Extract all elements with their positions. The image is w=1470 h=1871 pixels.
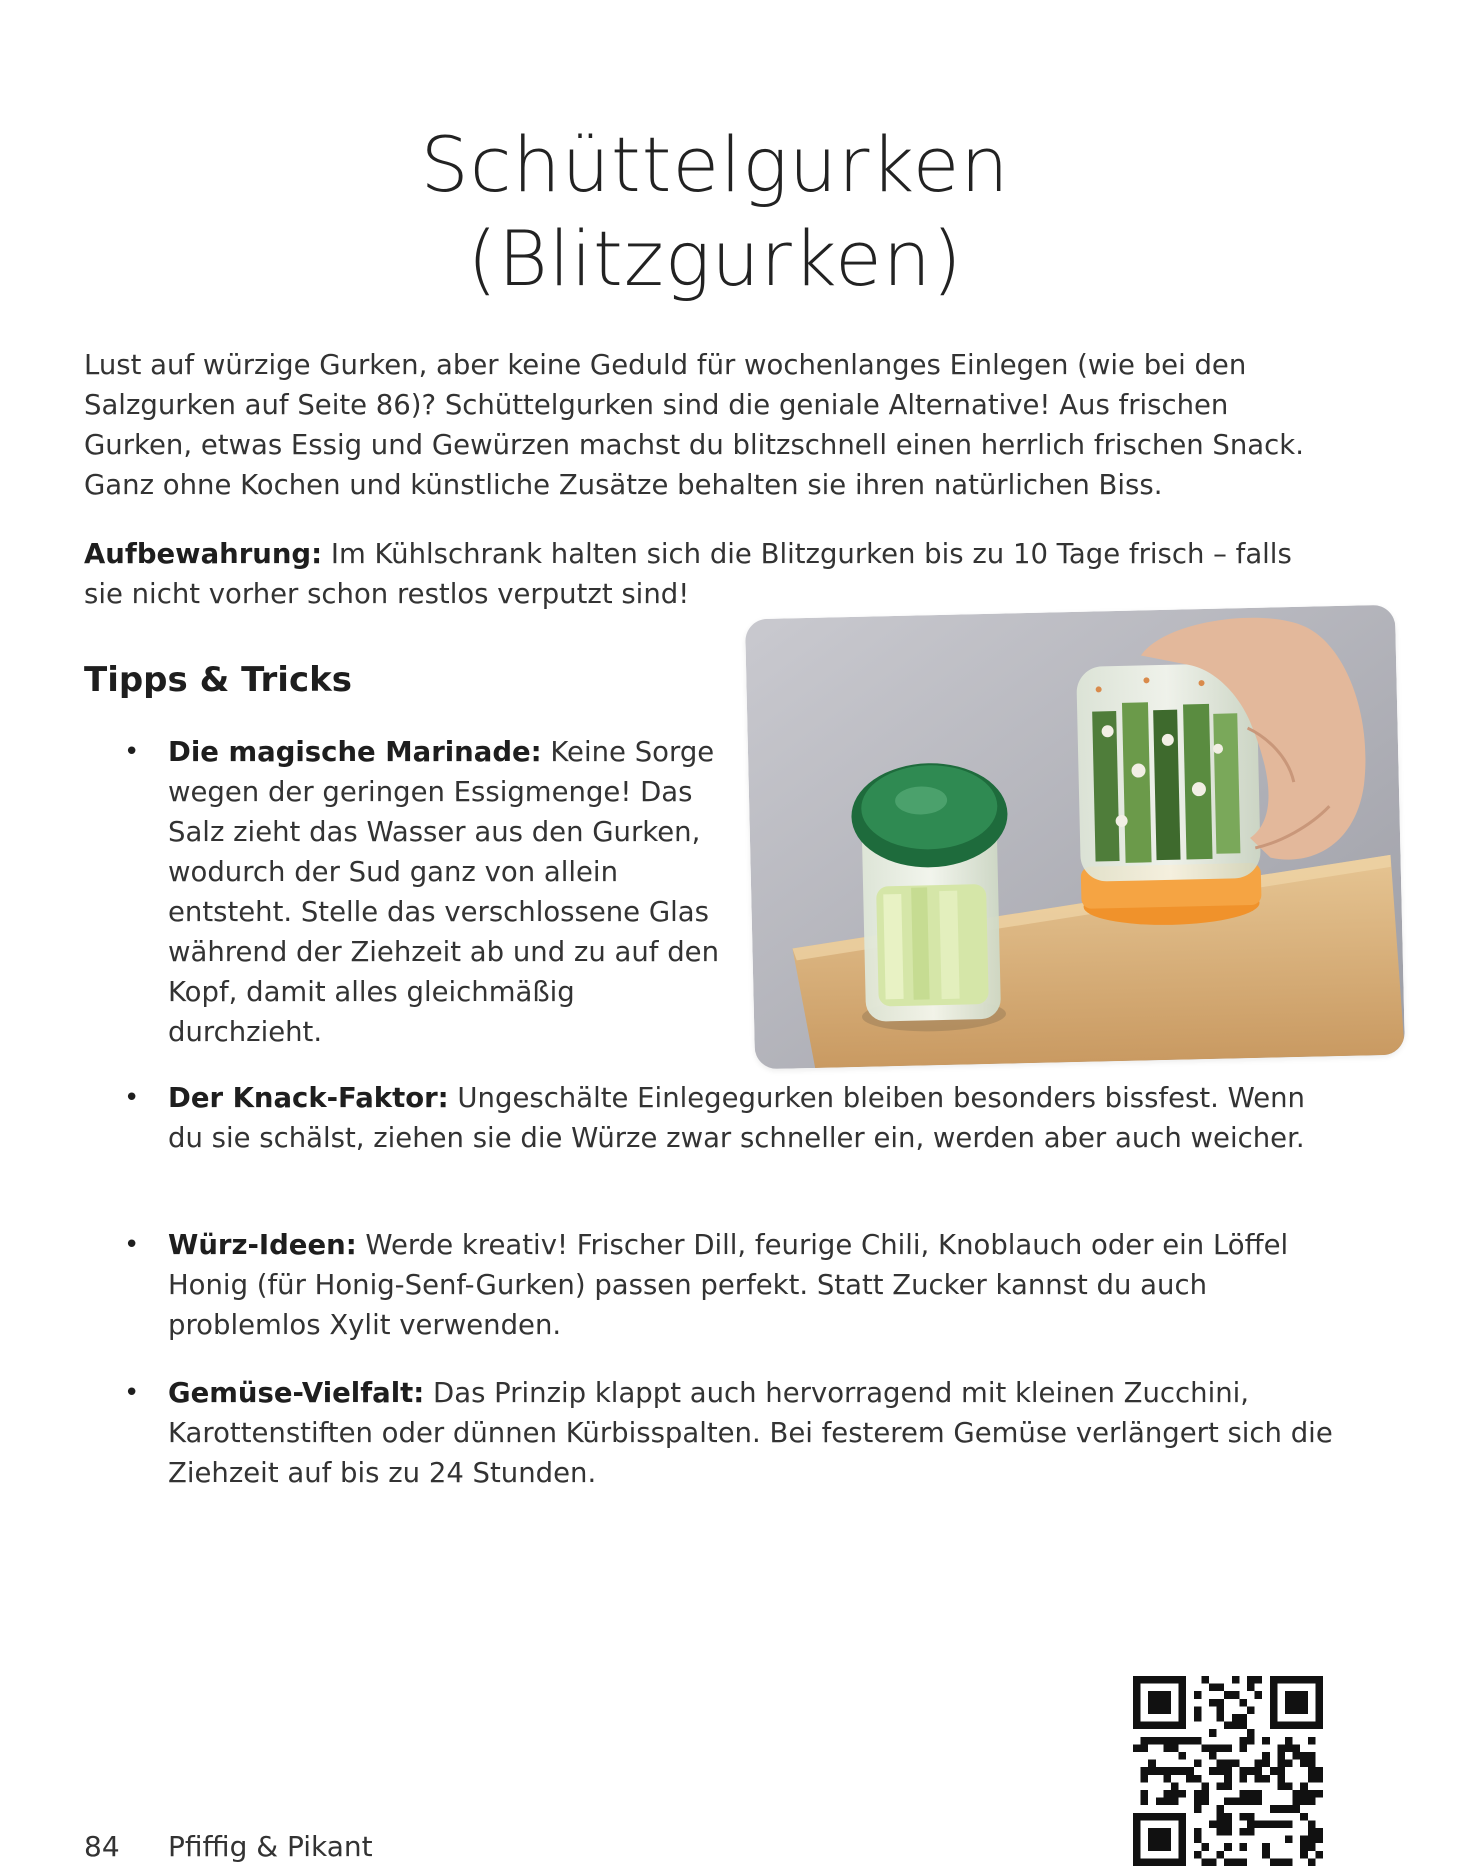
tip-label: Würz-Ideen: (168, 1229, 357, 1261)
tip-label: Die magische Marinade: (168, 736, 542, 768)
storage-text: Im Kühlschrank halten sich die Blitzgurken bis zu 10 Tage frisch – falls sie nicht vorher schon restlos verputzt sind! (84, 538, 1292, 610)
storage-label: Aufbewahrung: (84, 538, 323, 570)
tip-text: Werde kreativ! Frischer Dill, feurige Chili, Knoblauch oder ein Löffel Honig (für Honig-Senf-Gurken) passen perfekt. Statt Zucker kannst du auch problemlos Xylit verwenden. (168, 1229, 1289, 1341)
tip-gemuese-vielfalt (168, 1373, 1338, 1493)
tip-text: Keine Sorge wegen der geringen Essigmenge! Das Salz zieht das Wasser aus den Gurken, wodurch der Sud ganz von allein entsteht. Stelle das verschlossene Glas während der Ziehzeit ab und zu auf den Kopf, damit alles gleichmäßig durchzieht. (168, 736, 720, 1048)
page-number: 84 (84, 1830, 120, 1863)
book-title: Pfiffig & Pikant (168, 1830, 373, 1863)
qr-code[interactable] (1133, 1676, 1323, 1866)
title-line-2: (Blitzgurken) (467, 214, 963, 303)
tip-text: Ungeschälte Einlegegurken bleiben besonders bissfest. Wenn du sie schälst, ziehen sie die Würze zwar schneller ein, werden aber auch weicher. (168, 1082, 1305, 1154)
tip-label: Gemüse-Vielfalt: (168, 1377, 425, 1409)
page-title (0, 118, 1430, 306)
tips-heading: Tipps & Tricks (84, 660, 352, 700)
intro-paragraph: Lust auf würzige Gurken, aber keine Geduld für wochenlanges Einlegen (wie bei den Salzgurken auf Seite 86)? Schüttelgurken sind die geniale Alternative! Aus frischen Gurken, etwas Essig und Gewürzen machst du blitzschnell einen herrlich frischen Snack. Ganz ohne Kochen und künstliche Zusätze behalten sie ihren natürlichen Biss. (84, 349, 1304, 501)
title-line-1: Schüttelgurken (420, 120, 1010, 209)
tip-text: Das Prinzip klappt auch hervorragend mit kleinen Zucchini, Karottenstiften oder dünnen Kürbisspalten. Bei festerem Gemüse verlängert sich die Ziehzeit auf bis zu 24 Stunden. (168, 1377, 1333, 1489)
tip-knack-faktor (168, 1078, 1338, 1158)
storage-note (84, 534, 1314, 614)
page-footer (84, 1829, 373, 1865)
tip-marinade (168, 732, 728, 1052)
tip-label: Der Knack-Faktor: (168, 1082, 449, 1114)
shaking-jar-photo (745, 605, 1405, 1070)
tip-wuerz-ideen (168, 1225, 1338, 1345)
